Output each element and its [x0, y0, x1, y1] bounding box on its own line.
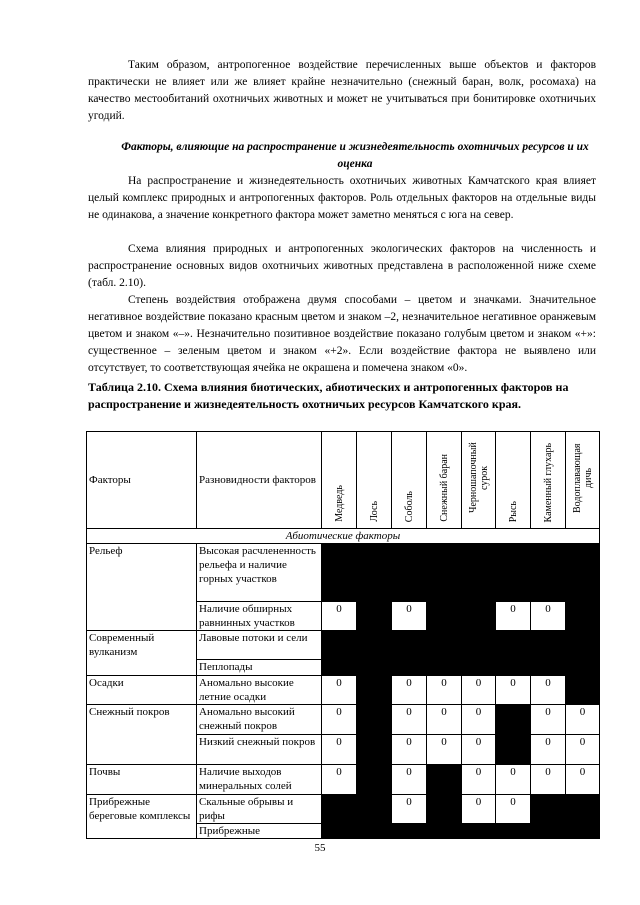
impact-cell: [566, 631, 600, 660]
impact-cell: 0: [392, 735, 427, 765]
variety-cell: Высокая расчлененность рельефа и наличие горных участков: [197, 544, 322, 602]
impact-cell: [357, 824, 392, 839]
variety-cell: Пеплопады: [197, 660, 322, 676]
impact-cell: 0: [462, 795, 496, 824]
table-row: [87, 765, 600, 795]
impact-cell: 0: [566, 735, 600, 765]
impact-cell: [566, 676, 600, 705]
header-species: Каменный глухарь: [531, 432, 566, 529]
variety-cell: Аномально высокие летние осадки: [197, 676, 322, 705]
table-row: [87, 705, 600, 735]
impact-cell: [496, 824, 531, 839]
impact-cell: [566, 795, 600, 824]
impact-cell: [496, 660, 531, 676]
factor-cell: Снежный покров: [87, 705, 197, 765]
factor-cell: Рельеф: [87, 544, 197, 631]
impact-cell: [322, 544, 357, 602]
impact-cell: 0: [392, 676, 427, 705]
impact-cell: 0: [496, 676, 531, 705]
impact-cell: [462, 824, 496, 839]
impact-cell: [322, 631, 357, 660]
factor-cell: Почвы: [87, 765, 197, 795]
impact-cell: 0: [427, 735, 462, 765]
impact-cell: 0: [496, 602, 531, 631]
table-row: [87, 631, 600, 660]
impact-cell: [357, 765, 392, 795]
impact-cell: [427, 631, 462, 660]
impact-cell: [357, 660, 392, 676]
factor-cell: Прибрежные береговые комплексы: [87, 795, 197, 839]
impact-cell: [496, 631, 531, 660]
table-row: [87, 676, 600, 705]
impact-cell: [531, 824, 566, 839]
impact-cell: [392, 824, 427, 839]
impact-cell: [357, 795, 392, 824]
impact-cell: [496, 544, 531, 602]
impact-cell: [462, 544, 496, 602]
impact-cell: [392, 631, 427, 660]
section-label: Абиотические факторы: [87, 529, 600, 544]
paragraph-impact-legend: Степень воздействия отображена двумя способами – цветом и значками. Значительное негативное воздействие показано красным цветом и знаком –2, незначительное негативное оранжевым цветом и знаком «–». Незначительно позитивное воздействие показано голубым цветом и знаком «+»: существенное – зеленым цветом и знаком «+2». Если воздействие фактора не выявлено или отсутствует, то соответствующая ячейка не окрашена и помечена знаком «0».: [88, 294, 596, 374]
impact-cell: [531, 795, 566, 824]
table-row: [87, 795, 600, 824]
header-species: Лось: [357, 432, 392, 529]
variety-cell: Лавовые потоки и сели: [197, 631, 322, 660]
impact-cell: [427, 544, 462, 602]
impact-cell: [462, 631, 496, 660]
impact-cell: [322, 824, 357, 839]
impact-cell: 0: [531, 765, 566, 795]
variety-cell: Скальные обрывы и рифы: [197, 795, 322, 824]
impact-cell: 0: [496, 765, 531, 795]
section-row-abiotic: [87, 529, 600, 544]
header-species: Соболь: [392, 432, 427, 529]
paragraph-factors-intro: На распространение и жизнедеятельность охотничьих животных Камчатского края влияет целый комплекс природных и антропогенных факторов. Роль отдельных факторов на отдельные виды не одинакова, а значение конкретного фактора может заметно меняться с юга на север.: [88, 175, 596, 221]
impact-cell: 0: [427, 705, 462, 735]
impact-cell: 0: [322, 602, 357, 631]
factor-influence-table: [86, 431, 600, 839]
variety-cell: Низкий снежный покров: [197, 735, 322, 765]
impact-cell: [357, 602, 392, 631]
impact-cell: 0: [392, 602, 427, 631]
impact-cell: 0: [322, 735, 357, 765]
impact-cell: [566, 602, 600, 631]
impact-cell: [427, 660, 462, 676]
impact-cell: [496, 735, 531, 765]
impact-cell: [357, 676, 392, 705]
impact-cell: [427, 765, 462, 795]
impact-cell: 0: [531, 705, 566, 735]
impact-cell: 0: [531, 735, 566, 765]
impact-cell: [357, 705, 392, 735]
impact-cell: [357, 544, 392, 602]
header-species: Медведь: [322, 432, 357, 529]
impact-cell: [531, 544, 566, 602]
impact-cell: [357, 631, 392, 660]
impact-cell: [566, 824, 600, 839]
impact-cell: 0: [462, 735, 496, 765]
impact-cell: [392, 660, 427, 676]
variety-cell: Наличие выходов минеральных солей: [197, 765, 322, 795]
variety-cell: Аномально высокий снежный покров: [197, 705, 322, 735]
impact-cell: 0: [496, 795, 531, 824]
impact-cell: [427, 824, 462, 839]
table-header-row: [87, 432, 600, 529]
impact-cell: 0: [322, 705, 357, 735]
impact-cell: 0: [566, 765, 600, 795]
page-number: 55: [314, 842, 326, 854]
paragraph-scheme-reference: Схема влияния природных и антропогенных экологических факторов на численность и распространение основных видов охотничьих животных представлена в расположенной ниже схеме (табл. 2.10).: [88, 243, 596, 289]
header-varieties: Разновидности факторов: [197, 432, 322, 529]
impact-cell: 0: [427, 676, 462, 705]
table-title: Таблица 2.10. Схема влияния биотических, абиотических и антропогенных факторов на распространение и жизнедеятельность охотничьих ресурсов Камчатского края.: [88, 380, 569, 411]
variety-cell: Наличие обширных равнинных участков: [197, 602, 322, 631]
header-species: Водоплавающая дичь: [566, 432, 600, 529]
impact-cell: [427, 795, 462, 824]
impact-cell: [322, 660, 357, 676]
impact-cell: 0: [566, 705, 600, 735]
impact-cell: 0: [392, 795, 427, 824]
impact-cell: 0: [322, 676, 357, 705]
header-species: Рысь: [496, 432, 531, 529]
table-row: [87, 544, 600, 602]
impact-cell: 0: [392, 765, 427, 795]
impact-cell: 0: [531, 676, 566, 705]
impact-cell: 0: [392, 705, 427, 735]
impact-cell: [566, 544, 600, 602]
factor-cell: Осадки: [87, 676, 197, 705]
impact-cell: [392, 544, 427, 602]
header-factors: Факторы: [87, 432, 197, 529]
impact-cell: [322, 795, 357, 824]
section-title: Факторы, влияющие на распространение и жизнедеятельность охотничьих ресурсов и их оценка: [121, 141, 589, 170]
impact-cell: [531, 660, 566, 676]
impact-cell: [462, 602, 496, 631]
variety-cell: Прибрежные: [197, 824, 322, 839]
impact-cell: 0: [322, 765, 357, 795]
impact-cell: [496, 705, 531, 735]
impact-cell: [531, 631, 566, 660]
impact-cell: 0: [462, 705, 496, 735]
impact-cell: [462, 660, 496, 676]
impact-cell: [357, 735, 392, 765]
impact-cell: [427, 602, 462, 631]
impact-cell: 0: [462, 676, 496, 705]
header-species: Черношапочный сурок: [462, 432, 496, 529]
paragraph-anthropogenic-summary: Таким образом, антропогенное воздействие перечисленных выше объектов и факторов практически не влияет или же влияет крайне незначительно (снежный баран, волк, росомаха) на качество местообитаний охотничьих животных и может не учитываться при бонитировке охотничьих угодий.: [88, 59, 596, 122]
impact-cell: 0: [531, 602, 566, 631]
header-species: Снежный баран: [427, 432, 462, 529]
factor-cell: Современный вулканизм: [87, 631, 197, 676]
impact-cell: 0: [462, 765, 496, 795]
impact-cell: [566, 660, 600, 676]
